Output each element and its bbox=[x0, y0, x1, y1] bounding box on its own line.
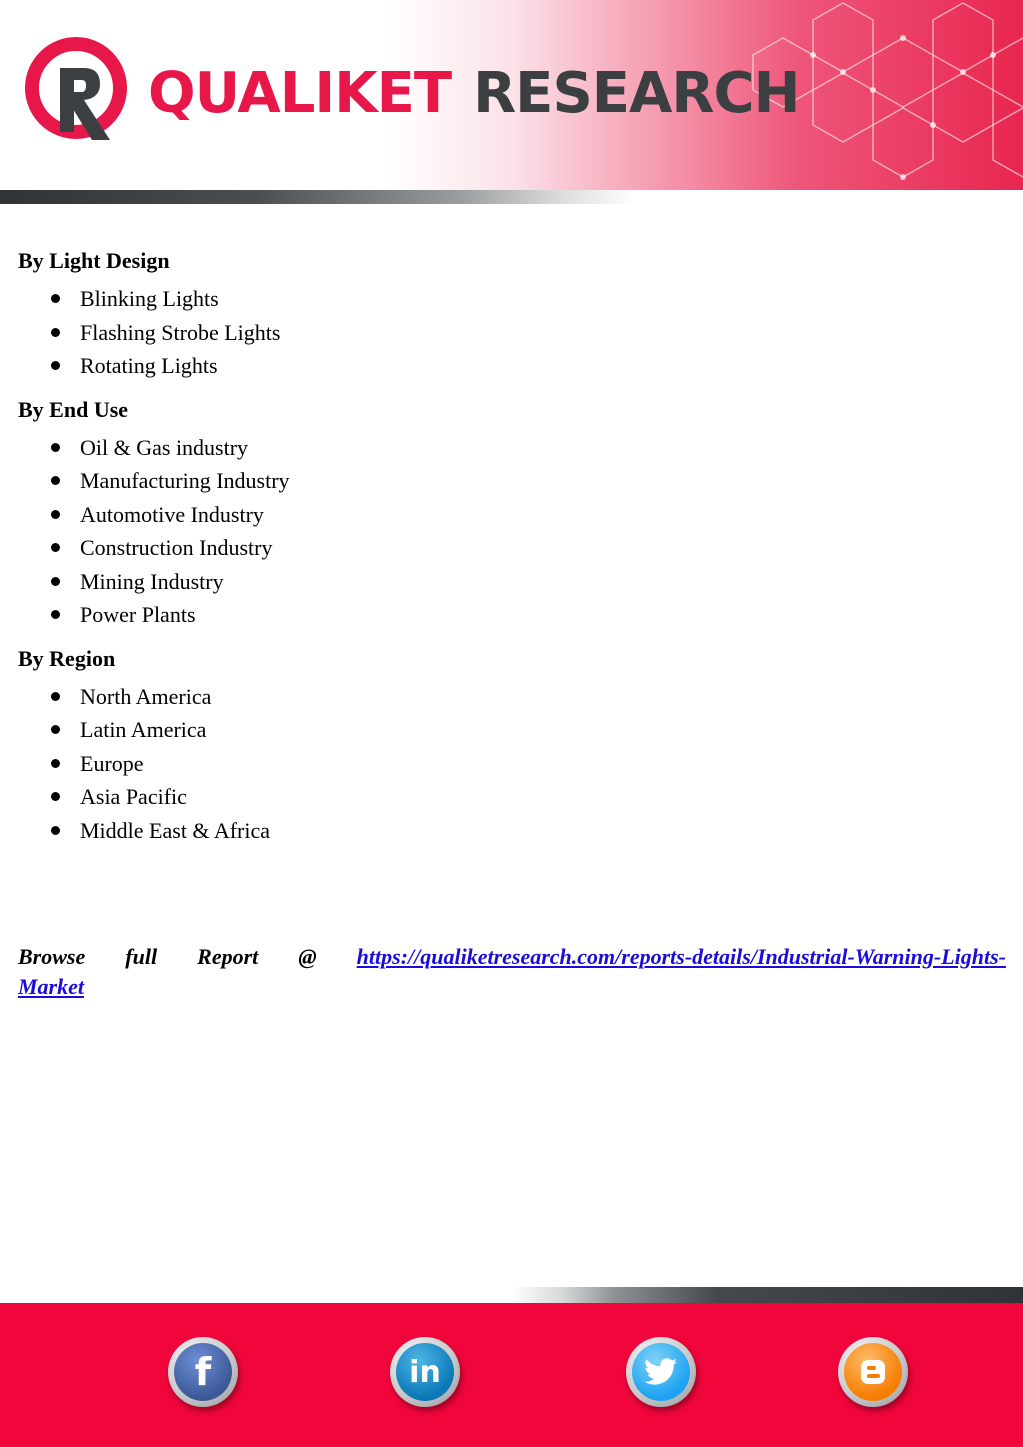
browse-line-2 bbox=[18, 972, 1006, 1002]
company-logo-text bbox=[148, 61, 800, 126]
section-list bbox=[18, 680, 1006, 848]
browse-word: Report bbox=[197, 944, 259, 969]
section-title: By Region bbox=[18, 645, 116, 671]
facebook-button[interactable] bbox=[168, 1337, 238, 1407]
logo-word-qualiket: QUALIKET bbox=[148, 61, 452, 126]
qualiket-logo-icon bbox=[22, 32, 134, 150]
section-region bbox=[18, 644, 1006, 848]
list-item bbox=[18, 531, 1006, 565]
logo-word-research: RESEARCH bbox=[473, 61, 800, 126]
list-item-label: Automotive Industry bbox=[80, 501, 264, 527]
list-item-label: Flashing Strobe Lights bbox=[80, 319, 281, 345]
bullet-icon bbox=[51, 792, 60, 801]
list-item bbox=[18, 464, 1006, 498]
bullet-icon bbox=[51, 476, 60, 485]
browse-line bbox=[18, 942, 1006, 972]
facebook-icon: f bbox=[174, 1343, 232, 1401]
bullet-icon bbox=[51, 725, 60, 734]
browse-report-paragraph bbox=[18, 942, 1006, 1002]
list-item bbox=[18, 498, 1006, 532]
list-item bbox=[18, 680, 1006, 714]
list-item bbox=[18, 565, 1006, 599]
list-item bbox=[18, 780, 1006, 814]
bullet-icon bbox=[51, 361, 60, 370]
bullet-icon bbox=[51, 692, 60, 701]
list-item-label: Latin America bbox=[80, 717, 207, 742]
section-title: By Light Design bbox=[18, 248, 170, 273]
bullet-icon bbox=[51, 826, 60, 835]
page-header bbox=[0, 0, 1023, 190]
list-item bbox=[18, 431, 1006, 465]
section-list bbox=[18, 282, 1006, 383]
bullet-icon bbox=[51, 443, 60, 452]
list-item bbox=[18, 316, 1006, 350]
list-item bbox=[18, 713, 1006, 747]
linkedin-button[interactable] bbox=[390, 1337, 460, 1407]
twitter-button[interactable] bbox=[626, 1337, 696, 1407]
footer-divider-bar bbox=[0, 1287, 1023, 1303]
section-title: By End Use bbox=[18, 396, 129, 422]
list-item-label: North America bbox=[80, 683, 212, 709]
list-item-label: Europe bbox=[80, 750, 144, 776]
segment-content bbox=[18, 246, 1006, 859]
bullet-icon bbox=[51, 759, 60, 768]
page-footer bbox=[0, 1303, 1023, 1447]
bullet-icon bbox=[51, 610, 60, 619]
list-item-label: Asia Pacific bbox=[80, 784, 187, 809]
list-item-label: Manufacturing Industry bbox=[80, 468, 290, 493]
list-item-label: Rotating Lights bbox=[80, 353, 218, 378]
section-list bbox=[18, 431, 1006, 632]
report-link[interactable]: https://qualiketresearch.com/reports-details/Industrial-Warning-Lights- bbox=[356, 944, 1006, 969]
header-divider-bar bbox=[0, 190, 1023, 204]
list-item-label: Oil & Gas industry bbox=[80, 434, 249, 460]
browse-at-sign: @ bbox=[298, 944, 317, 969]
bullet-icon bbox=[51, 577, 60, 586]
report-link-continuation[interactable]: Market bbox=[18, 974, 84, 999]
bullet-icon bbox=[51, 328, 60, 337]
bullet-icon bbox=[51, 543, 60, 552]
list-item bbox=[18, 598, 1006, 632]
blogger-button[interactable] bbox=[838, 1337, 908, 1407]
blogger-icon bbox=[844, 1343, 902, 1401]
list-item bbox=[18, 747, 1006, 781]
list-item-label: Middle East & Africa bbox=[80, 817, 271, 843]
browse-word: full bbox=[125, 944, 158, 969]
list-item bbox=[18, 349, 1006, 383]
list-item-label: Mining Industry bbox=[80, 568, 224, 594]
browse-word: Browse bbox=[18, 944, 86, 969]
bullet-icon bbox=[51, 294, 60, 303]
list-item-label: Power Plants bbox=[80, 602, 196, 627]
list-item bbox=[18, 814, 1006, 848]
list-item-label: Construction Industry bbox=[80, 535, 273, 560]
list-item-label: Blinking Lights bbox=[80, 286, 219, 311]
section-light-design bbox=[18, 246, 1006, 383]
list-item bbox=[18, 282, 1006, 316]
section-end-use bbox=[18, 395, 1006, 632]
linkedin-icon: in bbox=[396, 1343, 454, 1401]
twitter-icon bbox=[632, 1343, 690, 1401]
bullet-icon bbox=[51, 510, 60, 519]
